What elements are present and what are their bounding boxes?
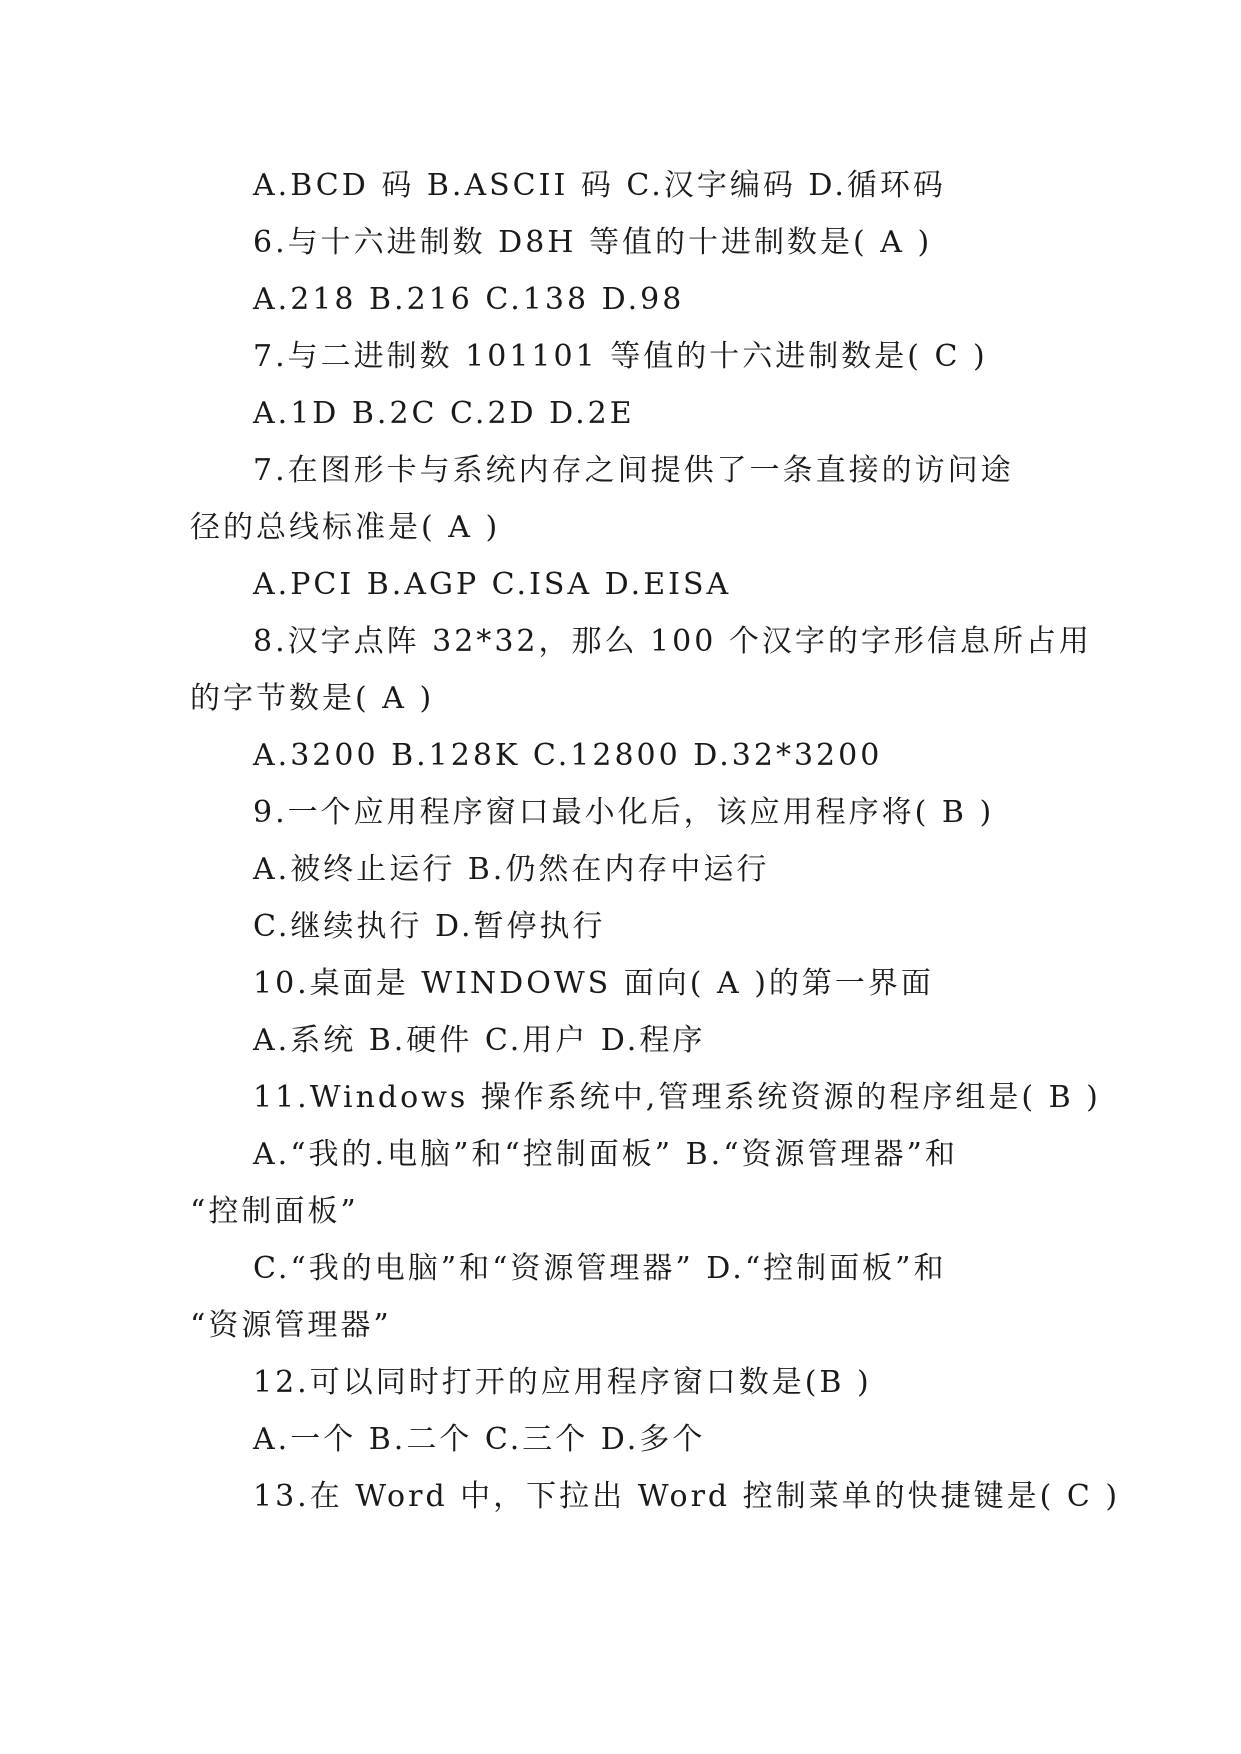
question-7b-line-1: 7.在图形卡与系统内存之间提供了一条直接的访问途 — [253, 453, 1014, 488]
question-9-options-2: C.继续执行 D.暂停执行 — [253, 909, 606, 944]
question-7b-options: A.PCI B.AGP C.ISA D.EISA — [253, 567, 732, 602]
question-11-option-ab-line-2: “控制面板” — [190, 1194, 359, 1229]
question-7: 7.与二进制数 101101 等值的十六进制数是( C ) — [253, 339, 988, 374]
question-8-line-2: 的字节数是( A ) — [190, 681, 435, 716]
question-11-option-ab-line-1: A.“我的.电脑”和“控制面板” B.“资源管理器”和 — [253, 1137, 958, 1172]
question-8-options: A.3200 B.128K C.12800 D.32*3200 — [253, 738, 883, 773]
question-5-options: A.BCD 码 B.ASCII 码 C.汉字编码 D.循环码 — [253, 168, 946, 203]
question-11: 11.Windows 操作系统中,管理系统资源的程序组是( B ) — [253, 1080, 1101, 1115]
question-11-option-cd-line-1: C.“我的电脑”和“资源管理器” D.“控制面板”和 — [253, 1251, 947, 1286]
question-9: 9.一个应用程序窗口最小化后，该应用程序将( B ) — [253, 795, 995, 830]
question-12-options: A.一个 B.二个 C.三个 D.多个 — [253, 1422, 706, 1457]
question-7b-line-2: 径的总线标准是( A ) — [190, 510, 501, 545]
question-10: 10.桌面是 WINDOWS 面向( A )的第一界面 — [253, 966, 934, 1001]
question-12: 12.可以同时打开的应用程序窗口数是(B ) — [253, 1365, 872, 1400]
question-13: 13.在 Word 中，下拉出 Word 控制菜单的快捷键是( C ) — [253, 1479, 1121, 1514]
question-9-options-1: A.被终止运行 B.仍然在内存中运行 — [253, 852, 770, 887]
question-6-options: A.218 B.216 C.138 D.98 — [253, 282, 685, 317]
question-8-line-1: 8.汉字点阵 32*32，那么 100 个汉字的字形信息所占用 — [253, 624, 1092, 659]
question-11-option-cd-line-2: “资源管理器” — [190, 1308, 392, 1343]
question-10-options: A.系统 B.硬件 C.用户 D.程序 — [253, 1023, 706, 1058]
question-7-options: A.1D B.2C C.2D D.2E — [253, 396, 635, 431]
question-6: 6.与十六进制数 D8H 等值的十进制数是( A ) — [253, 225, 933, 260]
